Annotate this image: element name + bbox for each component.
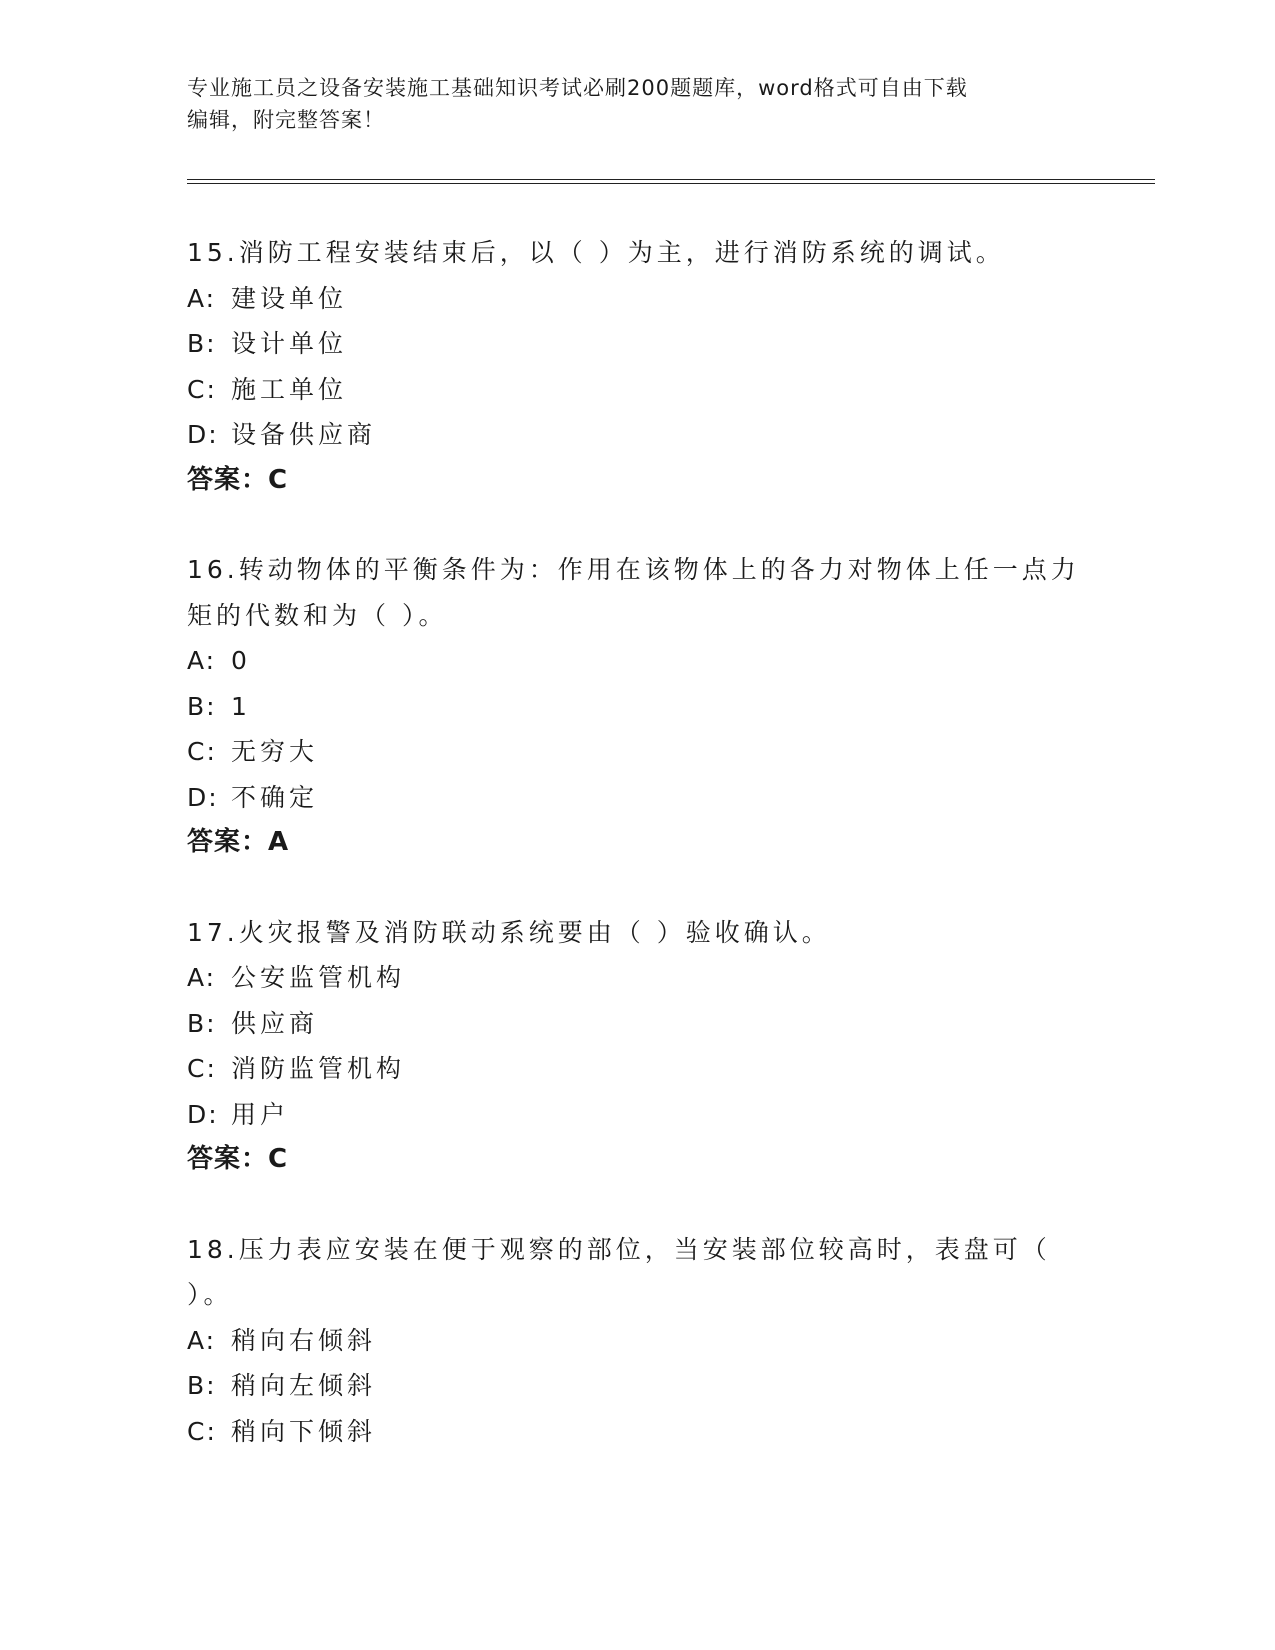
option-text: 1 bbox=[231, 691, 251, 721]
option-text: 施工单位 bbox=[231, 374, 348, 404]
option-letter: C: bbox=[187, 1054, 217, 1083]
option-text: 设备供应商 bbox=[231, 420, 377, 449]
question-15 bbox=[187, 230, 1087, 503]
option-b bbox=[187, 1363, 1087, 1409]
option-d bbox=[187, 775, 1087, 821]
option-text: 设计单位 bbox=[231, 329, 348, 358]
option-text: 稍向右倾斜 bbox=[231, 1325, 377, 1355]
question-stem-line-1: 16.转动物体的平衡条件为：作用在该物体上的各力对物体上任一点力 bbox=[187, 555, 1080, 584]
option-letter: A: bbox=[187, 283, 217, 313]
option-letter: A: bbox=[187, 1325, 217, 1355]
option-a bbox=[187, 955, 1087, 1001]
answer: 答案：A bbox=[187, 827, 290, 857]
question-stem-line-2: ）。 bbox=[187, 1280, 233, 1309]
option-letter: B: bbox=[187, 1008, 217, 1038]
option-a bbox=[187, 638, 1087, 684]
question-stem-line-2: 矩的代数和为（ ）。 bbox=[187, 600, 448, 630]
option-letter: D: bbox=[187, 782, 219, 812]
option-letter: A: bbox=[187, 646, 217, 675]
option-text: 供应商 bbox=[231, 1008, 319, 1038]
option-letter: D: bbox=[187, 420, 219, 449]
option-text: 建设单位 bbox=[231, 283, 348, 313]
option-c bbox=[187, 1409, 1087, 1455]
option-d bbox=[187, 412, 1087, 458]
answer: 答案：C bbox=[187, 1144, 289, 1174]
option-letter: B: bbox=[187, 1371, 217, 1400]
option-c bbox=[187, 367, 1087, 413]
option-letter: C: bbox=[187, 1416, 217, 1446]
header-divider-bottom bbox=[187, 183, 1155, 184]
option-b bbox=[187, 684, 1087, 730]
answer: 答案：C bbox=[187, 464, 289, 495]
option-b bbox=[187, 321, 1087, 367]
option-letter: C: bbox=[187, 737, 217, 766]
option-text: 0 bbox=[231, 646, 251, 675]
option-text: 公安监管机构 bbox=[231, 963, 406, 992]
question-stem: 17.火灾报警及消防联动系统要由（ ）验收确认。 bbox=[187, 917, 831, 947]
option-letter: D: bbox=[187, 1099, 219, 1129]
option-a bbox=[187, 1318, 1087, 1364]
option-letter: B: bbox=[187, 329, 217, 358]
option-c bbox=[187, 729, 1087, 775]
header-line-1: 专业施工员之设备安装施工基础知识考试必刷200题题库，word格式可自由下载 bbox=[187, 76, 968, 100]
option-text: 不确定 bbox=[231, 782, 319, 812]
option-a bbox=[187, 276, 1087, 322]
option-d bbox=[187, 1092, 1087, 1138]
option-letter: B: bbox=[187, 691, 217, 721]
question-stem-line-1: 18.压力表应安装在便于观察的部位，当安装部位较高时，表盘可（ bbox=[187, 1234, 1051, 1264]
question-18 bbox=[187, 1227, 1087, 1455]
option-b bbox=[187, 1001, 1087, 1047]
document-header bbox=[187, 72, 1087, 136]
option-letter: A: bbox=[187, 963, 217, 992]
option-text: 稍向左倾斜 bbox=[231, 1371, 377, 1400]
header-line-2: 编辑，附完整答案！ bbox=[187, 108, 385, 132]
question-stem: 15.消防工程安装结束后，以（ ）为主，进行消防系统的调试。 bbox=[187, 238, 1005, 267]
question-list bbox=[187, 230, 1087, 1498]
option-text: 用户 bbox=[231, 1099, 290, 1129]
option-letter: C: bbox=[187, 374, 217, 404]
question-16 bbox=[187, 547, 1087, 866]
question-17 bbox=[187, 910, 1087, 1183]
option-c bbox=[187, 1046, 1087, 1092]
option-text: 消防监管机构 bbox=[231, 1054, 406, 1083]
header-divider-top bbox=[187, 179, 1155, 180]
option-text: 稍向下倾斜 bbox=[231, 1416, 377, 1446]
option-text: 无穷大 bbox=[231, 737, 319, 766]
